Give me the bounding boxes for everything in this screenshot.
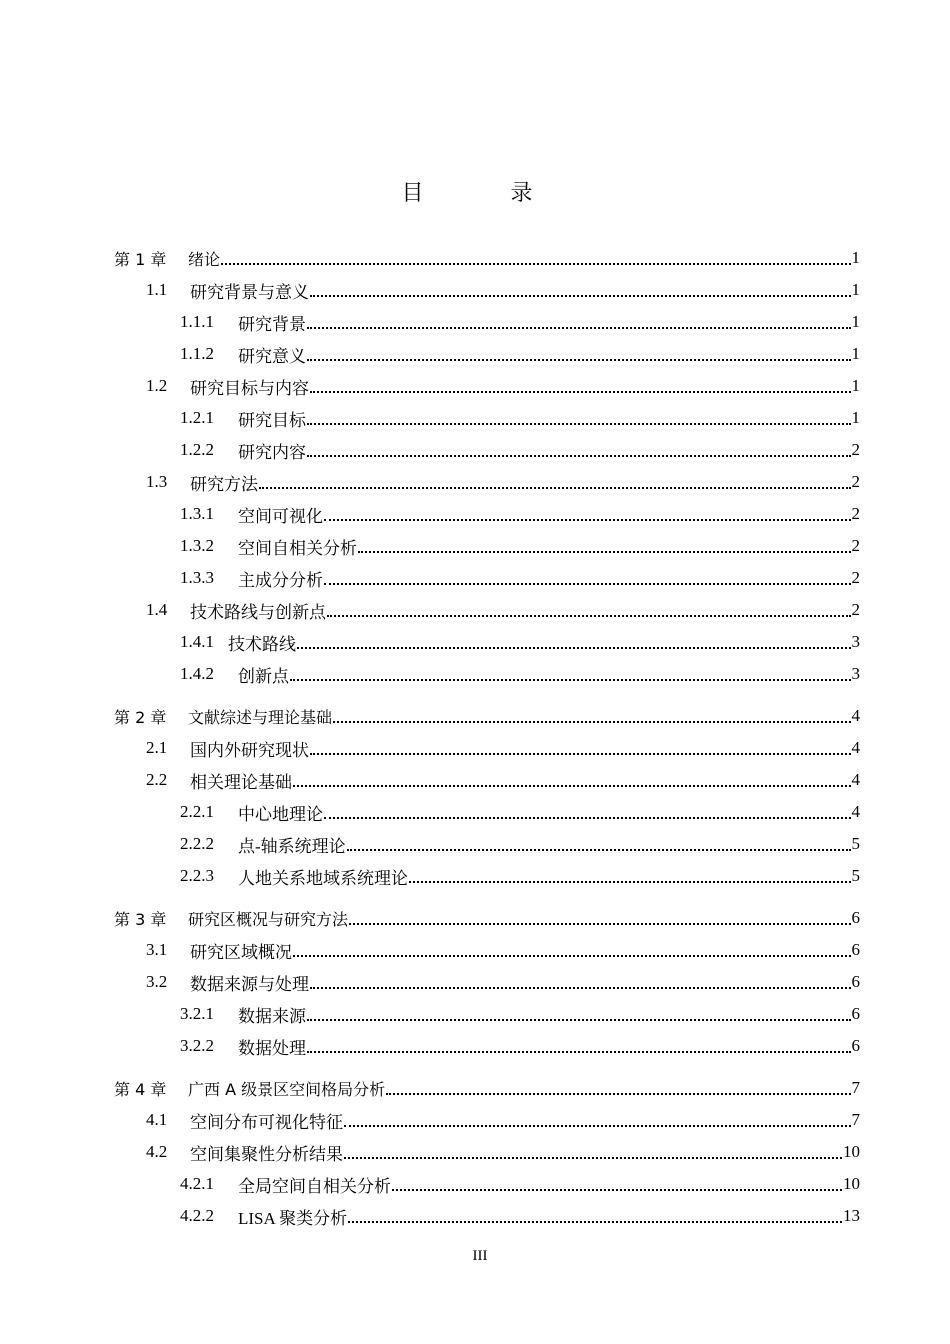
toc-entry-page: 1 bbox=[851, 312, 860, 331]
toc-entry-title: 绪论 bbox=[188, 249, 221, 269]
dot-leader bbox=[307, 1051, 851, 1053]
toc-entry-number: 2.2 bbox=[146, 770, 168, 789]
toc-entry-title: 研究目标 bbox=[238, 410, 306, 430]
toc-entry-number: 第 4 章 bbox=[114, 1079, 167, 1099]
toc-entry-page: 1 bbox=[851, 248, 860, 267]
dot-leader bbox=[358, 551, 851, 553]
toc-entry[interactable] bbox=[114, 370, 860, 402]
dot-leader bbox=[307, 359, 851, 361]
toc-entry-number: 4.2.1 bbox=[180, 1174, 214, 1193]
toc-entry-number: 1.4.1 bbox=[180, 632, 214, 651]
toc-entry[interactable] bbox=[114, 338, 860, 370]
toc-entry-page: 2 bbox=[851, 568, 860, 587]
toc-entry[interactable] bbox=[114, 594, 860, 626]
toc-entry-title: 点-轴系统理论 bbox=[238, 836, 346, 856]
toc-entry-number: 1.3.3 bbox=[180, 568, 214, 587]
toc-entry-page: 7 bbox=[851, 1110, 860, 1129]
toc-entry-title: 研究背景 bbox=[238, 314, 306, 334]
dot-leader bbox=[392, 1189, 842, 1191]
toc-entry-page: 6 bbox=[851, 1036, 860, 1055]
toc-entry-title: 文献综述与理论基础 bbox=[188, 707, 333, 727]
toc-entry[interactable] bbox=[114, 1136, 860, 1168]
toc-entry-page: 1 bbox=[851, 344, 860, 363]
dot-leader bbox=[409, 881, 851, 883]
toc-entry-number: 1.3.2 bbox=[180, 536, 214, 555]
toc-entry-title: 数据来源 bbox=[238, 1006, 306, 1026]
toc-entry-number: 第 2 章 bbox=[114, 707, 167, 727]
toc-entry-title: 技术路线 bbox=[228, 634, 296, 654]
toc-entry-number: 2.1 bbox=[146, 738, 168, 757]
toc-entry[interactable] bbox=[114, 966, 860, 998]
toc-entry-title: 空间可视化 bbox=[238, 506, 323, 526]
toc-entry-number: 1.4 bbox=[146, 600, 168, 619]
toc-entry[interactable] bbox=[114, 658, 860, 690]
toc-entry-page: 4 bbox=[851, 770, 860, 789]
toc-entry-page: 6 bbox=[851, 1004, 860, 1023]
toc-entry-title: 研究区域概况 bbox=[190, 942, 292, 962]
toc-entry-page: 5 bbox=[851, 834, 860, 853]
toc-entry-page: 1 bbox=[851, 280, 860, 299]
toc-entry-title: 数据来源与处理 bbox=[190, 974, 309, 994]
toc-entry-number: 1.4.2 bbox=[180, 664, 214, 683]
toc-entry-number: 3.2.2 bbox=[180, 1036, 214, 1055]
dot-leader bbox=[347, 849, 851, 851]
toc-entry-page: 1 bbox=[851, 376, 860, 395]
toc-entry-number: 2.2.2 bbox=[180, 834, 214, 853]
toc-entry-number: 第 3 章 bbox=[114, 909, 167, 929]
dot-leader bbox=[324, 519, 851, 521]
toc-entry-number: 4.2 bbox=[146, 1142, 168, 1161]
toc-entry[interactable] bbox=[114, 530, 860, 562]
toc-entry-page: 2 bbox=[851, 536, 860, 555]
toc-entry-title: 空间分布可视化特征 bbox=[190, 1112, 343, 1132]
toc-entry[interactable] bbox=[114, 498, 860, 530]
toc-entry-number: 1.2.2 bbox=[180, 440, 214, 459]
dot-leader bbox=[344, 1157, 842, 1159]
toc-entry-page: 2 bbox=[851, 600, 860, 619]
toc-entry-title: 国内外研究现状 bbox=[190, 740, 309, 760]
toc-entry-page: 2 bbox=[851, 504, 860, 523]
toc-entry-number: 3.1 bbox=[146, 940, 168, 959]
toc-entry-number: 2.2.3 bbox=[180, 866, 214, 885]
toc-entry-page: 6 bbox=[851, 940, 860, 959]
toc-entry-page: 4 bbox=[851, 738, 860, 757]
toc-entry-number: 第 1 章 bbox=[114, 249, 167, 269]
toc-entry-title: 广西 A 级景区空间格局分析 bbox=[188, 1079, 386, 1099]
toc-entry[interactable] bbox=[114, 1168, 860, 1200]
toc-entry[interactable] bbox=[114, 242, 860, 274]
toc-entry[interactable] bbox=[114, 998, 860, 1030]
toc-entry-title: 数据处理 bbox=[238, 1038, 306, 1058]
toc-entry[interactable] bbox=[114, 828, 860, 860]
dot-leader bbox=[307, 455, 851, 457]
toc-entry-title: 研究区概况与研究方法 bbox=[188, 909, 349, 929]
toc-entry-number: 3.2.1 bbox=[180, 1004, 214, 1023]
toc-entry-page: 10 bbox=[843, 1142, 860, 1161]
dot-leader bbox=[310, 753, 851, 755]
dot-leader bbox=[297, 647, 851, 649]
toc-entry[interactable] bbox=[114, 306, 860, 338]
dot-leader bbox=[307, 423, 851, 425]
toc-entry-page: 4 bbox=[851, 802, 860, 821]
dot-leader bbox=[221, 263, 850, 265]
toc-entry-number: 1.1.1 bbox=[180, 312, 214, 331]
dot-leader bbox=[310, 295, 851, 297]
toc-entry-number: 1.3.1 bbox=[180, 504, 214, 523]
toc-entry[interactable] bbox=[114, 434, 860, 466]
toc-entry-title: 空间集聚性分析结果 bbox=[190, 1144, 343, 1164]
toc-entry-title: 创新点 bbox=[238, 666, 289, 686]
toc-entry-number: 1.1.2 bbox=[180, 344, 214, 363]
dot-leader bbox=[386, 1093, 850, 1095]
toc-entry-number: 4.2.2 bbox=[180, 1206, 214, 1225]
toc-entry-title: 研究内容 bbox=[238, 442, 306, 462]
toc-entry[interactable] bbox=[114, 274, 860, 306]
page-number: III bbox=[472, 1248, 488, 1264]
toc-entry[interactable] bbox=[114, 1030, 860, 1062]
toc-entry-page: 2 bbox=[851, 440, 860, 459]
dot-leader bbox=[310, 987, 851, 989]
toc-entry-title: 相关理论基础 bbox=[190, 772, 292, 792]
toc-entry[interactable] bbox=[114, 626, 860, 658]
toc-entry[interactable] bbox=[114, 860, 860, 892]
toc-entry-title: 人地关系地域系统理论 bbox=[238, 868, 408, 888]
toc-entry-number: 2.2.1 bbox=[180, 802, 214, 821]
dot-leader bbox=[293, 785, 851, 787]
toc-entry[interactable] bbox=[114, 1072, 860, 1104]
toc-entry-page: 13 bbox=[843, 1206, 860, 1225]
toc-entry-page: 6 bbox=[851, 908, 860, 927]
dot-leader bbox=[349, 923, 850, 925]
toc-entry-title: 研究方法 bbox=[190, 474, 258, 494]
dot-leader bbox=[307, 327, 851, 329]
toc-entry[interactable] bbox=[114, 764, 860, 796]
toc-entry[interactable] bbox=[114, 466, 860, 498]
toc-title: 目 录 bbox=[401, 181, 573, 206]
toc-entry[interactable] bbox=[114, 902, 860, 934]
toc-entry-page: 2 bbox=[851, 472, 860, 491]
dot-leader bbox=[327, 615, 851, 617]
toc-entry-page: 5 bbox=[851, 866, 860, 885]
toc-entry-page: 4 bbox=[851, 706, 860, 725]
toc-entry-title: 研究意义 bbox=[238, 346, 306, 366]
dot-leader bbox=[293, 955, 851, 957]
dot-leader bbox=[333, 721, 850, 723]
toc-entry[interactable] bbox=[114, 1200, 860, 1232]
toc-entry-title: 主成分分析 bbox=[238, 570, 323, 590]
toc-entry[interactable] bbox=[114, 1104, 860, 1136]
dot-leader bbox=[344, 1125, 851, 1127]
toc-entry-title: 中心地理论 bbox=[238, 804, 323, 824]
dot-leader bbox=[348, 1221, 842, 1223]
dot-leader bbox=[310, 391, 851, 393]
toc-entry-number: 1.2.1 bbox=[180, 408, 214, 427]
toc-entry-page: 1 bbox=[851, 408, 860, 427]
toc-entry-number: 1.3 bbox=[146, 472, 168, 491]
toc-entry[interactable] bbox=[114, 700, 860, 732]
toc-list bbox=[114, 242, 860, 1232]
toc-entry-page: 7 bbox=[851, 1078, 860, 1097]
dot-leader bbox=[307, 1019, 851, 1021]
toc-entry-title: 全局空间自相关分析 bbox=[238, 1176, 391, 1196]
toc-entry-number: 1.2 bbox=[146, 376, 168, 395]
toc-entry-page: 3 bbox=[851, 664, 860, 683]
toc-entry-title: 技术路线与创新点 bbox=[190, 602, 326, 622]
toc-entry[interactable] bbox=[114, 934, 860, 966]
toc-entry-page: 6 bbox=[851, 972, 860, 991]
dot-leader bbox=[324, 817, 851, 819]
toc-entry-title: 空间自相关分析 bbox=[238, 538, 357, 558]
toc-entry-page: 10 bbox=[843, 1174, 860, 1193]
toc-entry-title: LISA 聚类分析 bbox=[238, 1208, 348, 1228]
toc-entry-number: 3.2 bbox=[146, 972, 168, 991]
toc-entry[interactable] bbox=[114, 562, 860, 594]
toc-entry-title: 研究背景与意义 bbox=[190, 282, 309, 302]
dot-leader bbox=[290, 679, 851, 681]
toc-entry[interactable] bbox=[114, 796, 860, 828]
toc-entry[interactable] bbox=[114, 732, 860, 764]
toc-entry-number: 1.1 bbox=[146, 280, 168, 299]
dot-leader bbox=[324, 583, 851, 585]
toc-entry-page: 3 bbox=[851, 632, 860, 651]
toc-entry-title: 研究目标与内容 bbox=[190, 378, 309, 398]
dot-leader bbox=[259, 487, 851, 489]
toc-entry-number: 4.1 bbox=[146, 1110, 168, 1129]
toc-entry[interactable] bbox=[114, 402, 860, 434]
